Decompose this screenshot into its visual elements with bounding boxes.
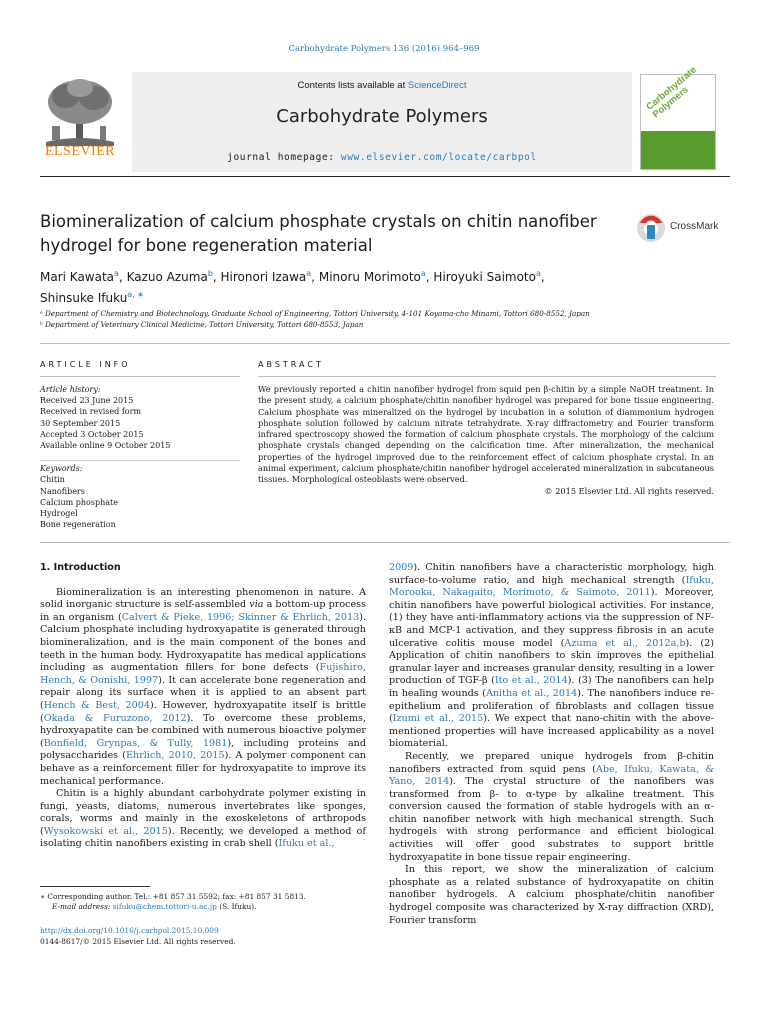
right-paragraphs [389,562,714,927]
cover-stripe [641,131,715,169]
paragraph-text: Biomineralization is an interesting phenomenon in nature. A solid inorganic structure is self-assembled [40,586,366,611]
divider [40,460,240,461]
paragraph-text: In this report, we show the mineralization of calcium phosphate as a related substance of hydroxyapatite on chitin nanofiber hydrogels. A calcium phosphate/chitin nanofiber hydrogel composite was characterized by X-ray diffraction (XRD), Fourier transform [389,864,714,926]
affiliation-b: ᵇ Department of Veterinary Clinical Medicine, Tottori University, Tottori 680-8553, Japan [40,320,364,329]
corresponding-author-note: ∗ Corresponding author. Tel.: +81 857 31 5592; fax: +81 857 31 5813. [40,892,306,901]
affiliation-a: ᵃ Department of Chemistry and Biotechnology, Graduate School of Engineering, Tottori University, 4-101 Koyama-cho Minami, Tottori 680-8552, Japan [40,309,590,318]
masthead-divider [40,176,730,177]
left-paragraphs [40,587,366,851]
paragraph [389,864,714,927]
journal-reference-link[interactable]: Carbohydrate Polymers 136 (2016) 964–969 [288,44,480,54]
crossmark-label: CrossMark [670,221,719,232]
article-info [40,384,240,530]
paragraph [40,788,366,851]
crossmark-icon [636,213,666,245]
abstract-body: We previously reported a chitin nanofiber hydrogel from squid pen β-chitin by a simple NaOH treatment. In the present study, a calcium phosphate/chitin nanofiber hydrogel was prepared for bone tissue engineering. Calcium phosphate was mineralized on the hydrogel by incubation in a solution of diammonium hydrogen phosphate solution followed by calcium nitrate tetrahydrate. X-ray diffractometry and Fourier transform infrared spectroscopy showed the formation of calcium phosphate crystals. The morphology of the calcium phosphate crystals changed depending on the calcification time. After mineralization, the mechanical properties of the hydrogel improved due to the reinforcement effect of calcium phosphate crystal. In an animal experiment, calcium phosphate/chitin nanofiber hydrogel accelerated mineralization in subcutaneous tissues. Morphological osteoblasts were observed. [258,384,714,485]
body-column-left [40,562,366,851]
paragraph [389,562,714,751]
paragraph [389,751,714,864]
citation-link[interactable]: Wysokowski et al., 2015 [43,825,168,837]
author-affiliation-marker[interactable]: a [306,269,312,278]
citation-link[interactable]: Izumi et al., 2015 [392,713,484,725]
publisher-name: ELSEVIER [44,144,116,159]
doi-block [40,925,370,947]
homepage-prefix: journal homepage: [227,152,341,163]
footnotes [40,892,370,912]
author-name[interactable]: Hiroyuki Saimoto [433,270,536,284]
author-affiliation-marker[interactable]: a [420,269,426,278]
author-name[interactable]: Shinsuke Ifuku [40,291,128,305]
citation-link[interactable]: Fujishiro, Hench, & Oonishi, 1997 [40,662,366,686]
abstract-copyright: © 2015 Elsevier Ltd. All rights reserved. [544,485,714,496]
paragraph-text: ). We expect that nano-chitin with the above-mentioned properties will have increased applicability as a novel biomaterial. [389,713,714,750]
citation-link[interactable]: Azuma et al., 2012a,b [564,637,686,649]
paragraph-text: ). Chitin nanofibers have a characteristic morphology, high surface-to-volume ratio, and high mechanical strength ( [389,562,714,586]
paragraph-text: ), including proteins and polysaccharides ( [40,737,366,762]
journal-masthead [40,64,730,172]
citation-link[interactable]: Ehrlich, 2010, 2015 [125,750,225,762]
email-link[interactable]: sifuku@chem.tottori-u.ac.jp [112,902,217,911]
author-separator: , [425,270,434,284]
abstract [258,384,714,497]
author-name[interactable]: Minoru Morimoto [318,270,421,284]
doi-link[interactable]: http://dx.doi.org/10.1016/j.carbpol.2015.10.009 [40,926,219,935]
journal-homepage [132,152,632,163]
citation-link[interactable]: 2009 [389,562,414,573]
history-label: Article history: [40,385,101,394]
journal-cover-image[interactable] [640,64,716,170]
paragraph-text: ). The crystal structure of the nanofibers was transformed from β- to α-type by alkaline treatment. This conversion caused the formation of stable hydrogels with an α-chitin nanofiber network with high mechanical strength. Such hydrogels with strong performance and efficient biological activities will offer good substrates to support brittle hydroxyapatite in bone tissue repair engineering. [389,776,715,863]
paragraph-text: ). Recently, we developed a method of isolating chitin nanofibers existing in crab shell ( [40,825,366,850]
section-heading-introduction: 1. Introduction [40,562,121,573]
author-affiliation-marker[interactable]: a [114,269,119,278]
paragraph-text: a bottom-up process in an organism ( [40,599,366,623]
paragraph-text: ). Moreover, chitin nanofibers have powerful biological activities. For instance, (1) they have anti-inflammatory actions via the suppression of NF-κB and MCP-1 activation, and they suppress fibrosis in an acute ulcerative colitis mouse model ( [389,587,714,649]
paragraph [40,587,366,789]
email-label: E-mail address: [52,902,113,911]
footnote-divider [40,886,150,887]
keywords-label: Keywords: [40,464,83,474]
article-title: Biomineralization of calcium phosphate crystals on chitin nanofiber hydrogel for bone regeneration material [40,212,597,255]
issn-copyright: 0144-8617/© 2015 Elsevier Ltd. All rights reserved. [40,937,236,946]
author-separator: , [118,270,127,284]
abstract-heading: ABSTRACT [258,360,324,369]
author-separator: , [212,270,221,284]
citation-link[interactable]: Bonfield, Grynpas, & Tully, 1981 [43,737,228,749]
paragraph-text: ). It can accelerate bone regeneration and repair along its surface when it is applied to an absent part ( [40,674,366,711]
paragraph-text: ). (2) Application of chitin nanofibers to skin improves the epithelial granular layer and increases granular density, resulting in a lower production of TGF-β ( [389,637,715,687]
citation-link[interactable]: Abe, Ifuku, Kawata, & Yano, 2014 [389,763,714,788]
history-item: Accepted 3 October 2015 [40,429,144,439]
author-separator: , [311,270,319,284]
author-name[interactable]: Hironori Izawa [220,270,307,284]
article-info-heading: ARTICLE INFO [40,360,131,369]
author-separator: , [540,270,545,284]
elsevier-tree-logo[interactable] [40,76,120,168]
paragraph-text: ). Calcium phosphate including hydroxyapatite is generated through biomineralization, and is the main component of the bones and teeth in the human body. Hydroxyapatite has medical applications including as augmentation fillers for bone defects ( [40,611,366,674]
paragraph-text: ). The nanofibers induce re-epithelium and proliferation of fibroblasts and collagen tissue ( [389,687,714,725]
divider [40,376,240,377]
author-affiliation-marker[interactable]: b [207,269,213,278]
history-item: 30 September 2015 [40,418,121,428]
contents-availability [132,80,632,91]
journal-name: Carbohydrate Polymers [276,106,488,127]
paragraph-text: Recently, we prepared unique hydrogels from β-chitin nanofibers extracted from squid pens ( [389,750,714,775]
citation-link[interactable]: Ifuku, Morooka, Nakagaito, Morimoto, & Saimoto, 2011 [389,574,714,599]
paragraph-text: ). A polymer component can behave as a reinforcement filler for hydroxyapatite to improve its mechanical performance. [40,750,366,787]
keyword: Nanofibers [40,486,85,496]
cover-title: Carbohydrate Polymers [644,64,699,121]
body-column-right [389,562,714,927]
citation-link[interactable]: Ifuku et al., [278,838,335,850]
keyword: Chitin [40,475,65,485]
keyword: Bone regeneration [40,520,116,530]
author-list [40,265,680,307]
divider [40,343,730,344]
email-suffix: (S. Ifuku). [216,902,257,911]
divider [40,542,730,543]
author-name[interactable]: Kazuo Azuma [126,270,208,284]
history-item: Available online 9 October 2015 [40,441,171,451]
journal-header-box [132,72,632,172]
citation-link[interactable]: Calvert & Pieke, 1996; Skinner & Ehrlich, 2013 [121,611,360,623]
history-item: Received in revised form [40,407,142,417]
contents-prefix: Contents lists available at [297,80,408,91]
author-affiliation-marker[interactable]: a [535,269,541,278]
paragraph-text: via [249,599,264,611]
author-affiliation-marker[interactable]: a, ∗ [127,290,144,299]
author-name[interactable]: Mari Kawata [40,270,115,284]
paragraph-text: ). However, hydroxyapatite itself is brittle ( [40,699,367,724]
citation-link[interactable]: Okada & Furuzono, 2012 [43,712,187,724]
citation-link[interactable]: Anitha et al., 2014 [485,687,578,699]
paragraph-text: Chitin is a highly abundant carbohydrate polymer existing in fungi, yeasts, diatoms, numerous invertebrates like sponges, corals, worms and mainly in the exoskeletons of arthropods ( [40,788,366,837]
keyword: Hydrogel [40,509,78,519]
homepage-link[interactable]: www.elsevier.com/locate/carbpol [340,152,537,163]
crossmark-button[interactable] [636,213,726,247]
divider [258,376,716,377]
paragraph-text: ). To overcome these problems, hydroxyapatite can be combined with numerous bioactive polymer ( [40,712,366,749]
keyword: Calcium phosphate [40,497,118,507]
email-note [40,902,370,912]
history-item: Received 23 June 2015 [40,396,134,406]
paragraph-text: ). (3) The nanofibers can help in healing wounds ( [389,675,714,699]
citation-link[interactable]: Ito et al., 2014 [494,675,568,687]
sciencedirect-link[interactable]: ScienceDirect [407,80,467,91]
citation-link[interactable]: Hench & Best, 2004 [43,699,150,711]
affiliations [40,308,720,330]
